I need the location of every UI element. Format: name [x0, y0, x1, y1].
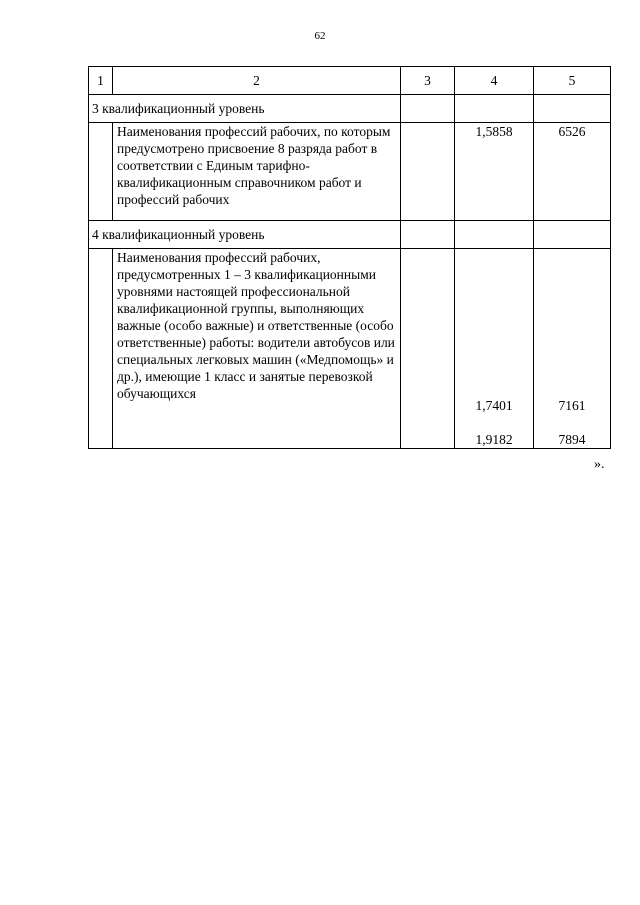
salary-table	[88, 66, 611, 449]
level-4-coefficient-2: 1,9182	[475, 432, 513, 447]
level-4-coefficients	[455, 249, 534, 449]
header-cell-4: 4	[455, 67, 534, 95]
header-cell-3: 3	[401, 67, 455, 95]
level-4-salaries	[534, 249, 611, 449]
level-3-row	[89, 95, 611, 123]
closing-quote-mark: ».	[594, 457, 605, 472]
page-number: 62	[314, 30, 326, 42]
level-3-coefficient: 1,5858	[455, 123, 534, 221]
level-4-label: 4 квалификационный уровень	[89, 221, 401, 249]
level-4-description: Наименования профессий рабочих, предусмотренных 1 – 3 квалификационными уровнями настоящей профессиональной квалификационной группы, выполняющих важные (особо важные) и ответственные (особо ответственные) работы: водители автобусов или специальных легковых машин («Медпомощь» и др.), имеющие 1 класс и занятые перевозкой обучающихся	[113, 249, 401, 449]
level-4-detail-row	[89, 249, 611, 449]
level-4-row	[89, 221, 611, 249]
header-cell-2: 2	[113, 67, 401, 95]
level-3-description: Наименования профессий рабочих, по которым предусмотрено присвоение 8 разряда работ в соответствии с Единым тарифно-квалификационным справочником работ и профессий рабочих	[113, 123, 401, 221]
header-cell-1: 1	[89, 67, 113, 95]
level-4-coefficient-1: 1,7401	[475, 398, 513, 413]
level-3-salary: 6526	[534, 123, 611, 221]
level-4-salary-1: 7161	[558, 398, 586, 413]
level-3-label: 3 квалификационный уровень	[89, 95, 401, 123]
level-3-detail-row	[89, 123, 611, 221]
level-4-salary-2: 7894	[558, 432, 586, 447]
header-cell-5: 5	[534, 67, 611, 95]
table-header-row	[89, 67, 611, 95]
